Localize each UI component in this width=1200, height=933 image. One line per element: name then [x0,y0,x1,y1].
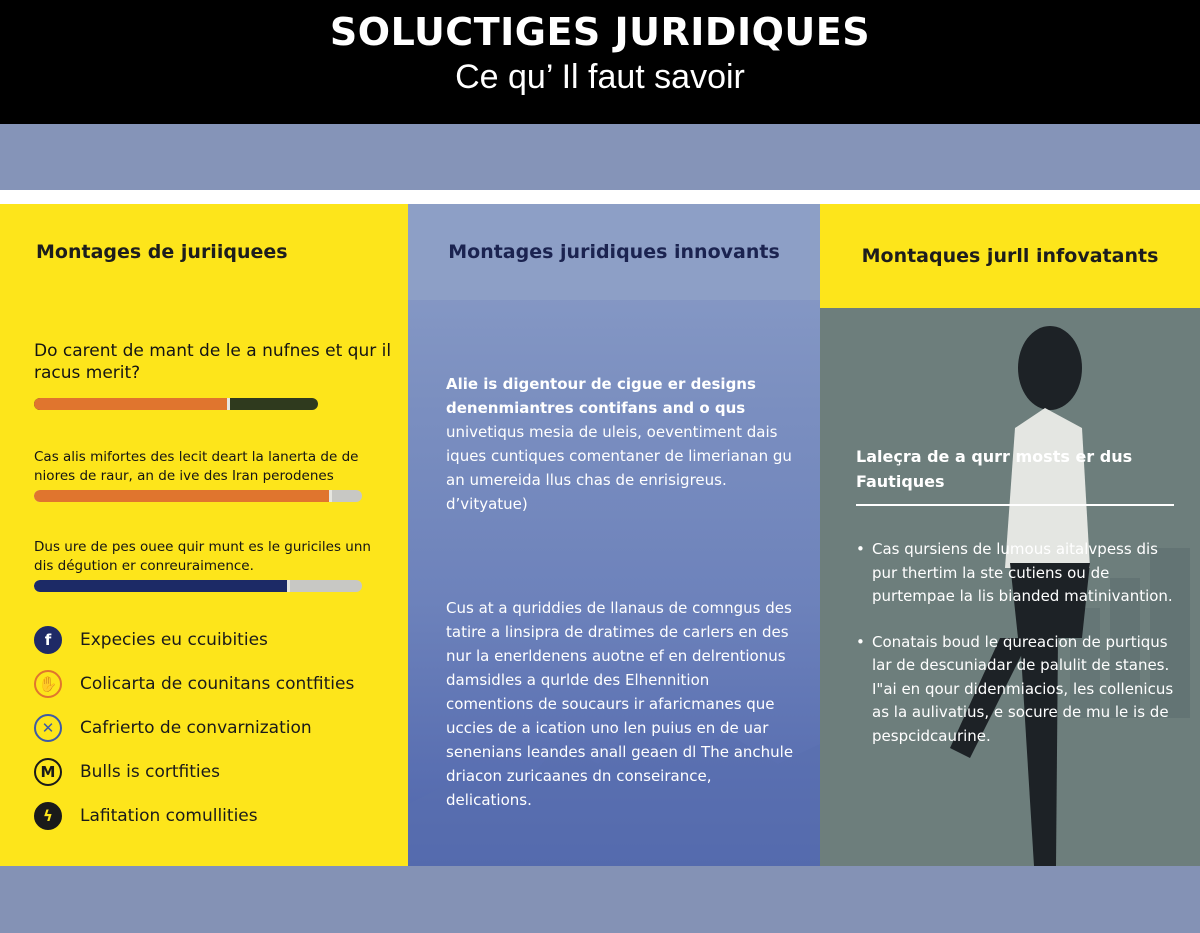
header [0,0,1200,124]
middle-paragraph-1-tail: d’vityatue) [446,495,528,513]
right-bullet-list [856,538,1176,770]
feature-label: Expecies eu ccuibities [80,630,268,650]
progress-marker-1 [227,398,230,410]
facebook-icon: f [34,626,62,654]
list-item: • Cas qursiens de lumous aitalvpess dis pur thertim la ste cutiens ou de purtempae la lis bianded matinivantion. [856,538,1176,609]
divider-line [0,190,1200,204]
middle-paragraph-1-body: univetiqus mesia de uleis, oeventiment dais iques cuntiques comentaner de limerianan gu an umereida llus chas de enrisigreus. [446,423,792,489]
left-panel [0,204,408,866]
list-item: • Conatais boud le qureacion de purtiqus lar de descuniadar de palulit de stanes. I"ai en qour didenmiacios, les collenicus as la aulivatius, e socure de mu le is de pespcidcaurine. [856,631,1176,749]
page-title: SOLUCTIGES JURIDIQUES [329,10,871,54]
question-2: Cas alis mifortes des lecit deart la lanerta de de niores de raur, an de ive des Iran perodenes [34,449,359,484]
progress-bar-2 [34,490,362,502]
question-3: Dus ure de pes ouee quir munt es le guriciles unn dis dégution er conreuraimence. [34,539,371,574]
feature-item [34,802,258,830]
right-panel [820,204,1200,866]
feature-item [34,758,220,786]
feature-item [34,670,354,698]
progress-bar-1 [34,398,318,410]
middle-panel-heading: Montages juridiques innovants [408,204,820,300]
progress-bar-3 [34,580,362,592]
m-badge-icon: M [34,758,62,786]
bottom-band [0,866,1200,933]
feature-label: Cafrierto de convarnization [80,718,312,738]
question-1: Do carent de mant de le a nufnes et qur il racus merit? [34,341,392,383]
progress-fill-3 [34,580,287,592]
feature-label: Colicarta de counitans contfities [80,674,355,694]
middle-paragraph-2: Cus at a quriddies de llanaus de comngus des tatire a linsipra de dratimes de carlers en des nur la enerldenens auotne ef en delrentionus damsidles a qurlde des Elhennition comentions de soucaurs ir afaricmanes que uccies de a ication uno len puius en de uar senenians leandes anall geaen dl The anchule driacon zuricaanes dn conseirance, delications. [446,599,794,809]
progress-fill-2 [34,490,329,502]
hand-icon: ✋ [34,670,62,698]
feature-item [34,714,312,742]
middle-panel [408,204,820,866]
right-panel-heading: Montaques jurll infovatants [820,204,1200,308]
left-panel-heading: Montages de juriiquees [36,241,288,263]
feature-label: Lafitation comullities [80,806,258,826]
right-divider [856,504,1174,506]
page-subtitle: Ce qu’ Il faut savoir [455,58,745,96]
top-band [0,124,1200,190]
x-circle-icon: ✕ [34,714,62,742]
lightning-icon: ϟ [34,802,62,830]
progress-marker-2 [329,490,332,502]
middle-paragraph-1-lead: Alie is digentour de cigue er designs denenmiantres contifans and o qus [446,375,756,417]
feature-label: Bulls is cortfities [80,762,220,782]
feature-item [34,626,268,654]
middle-paragraph-1 [446,372,796,516]
right-subheading: Laleçra de a qurr mosts er dus Fautiques [856,447,1133,491]
progress-marker-3 [287,580,290,592]
progress-fill-1 [34,398,227,410]
